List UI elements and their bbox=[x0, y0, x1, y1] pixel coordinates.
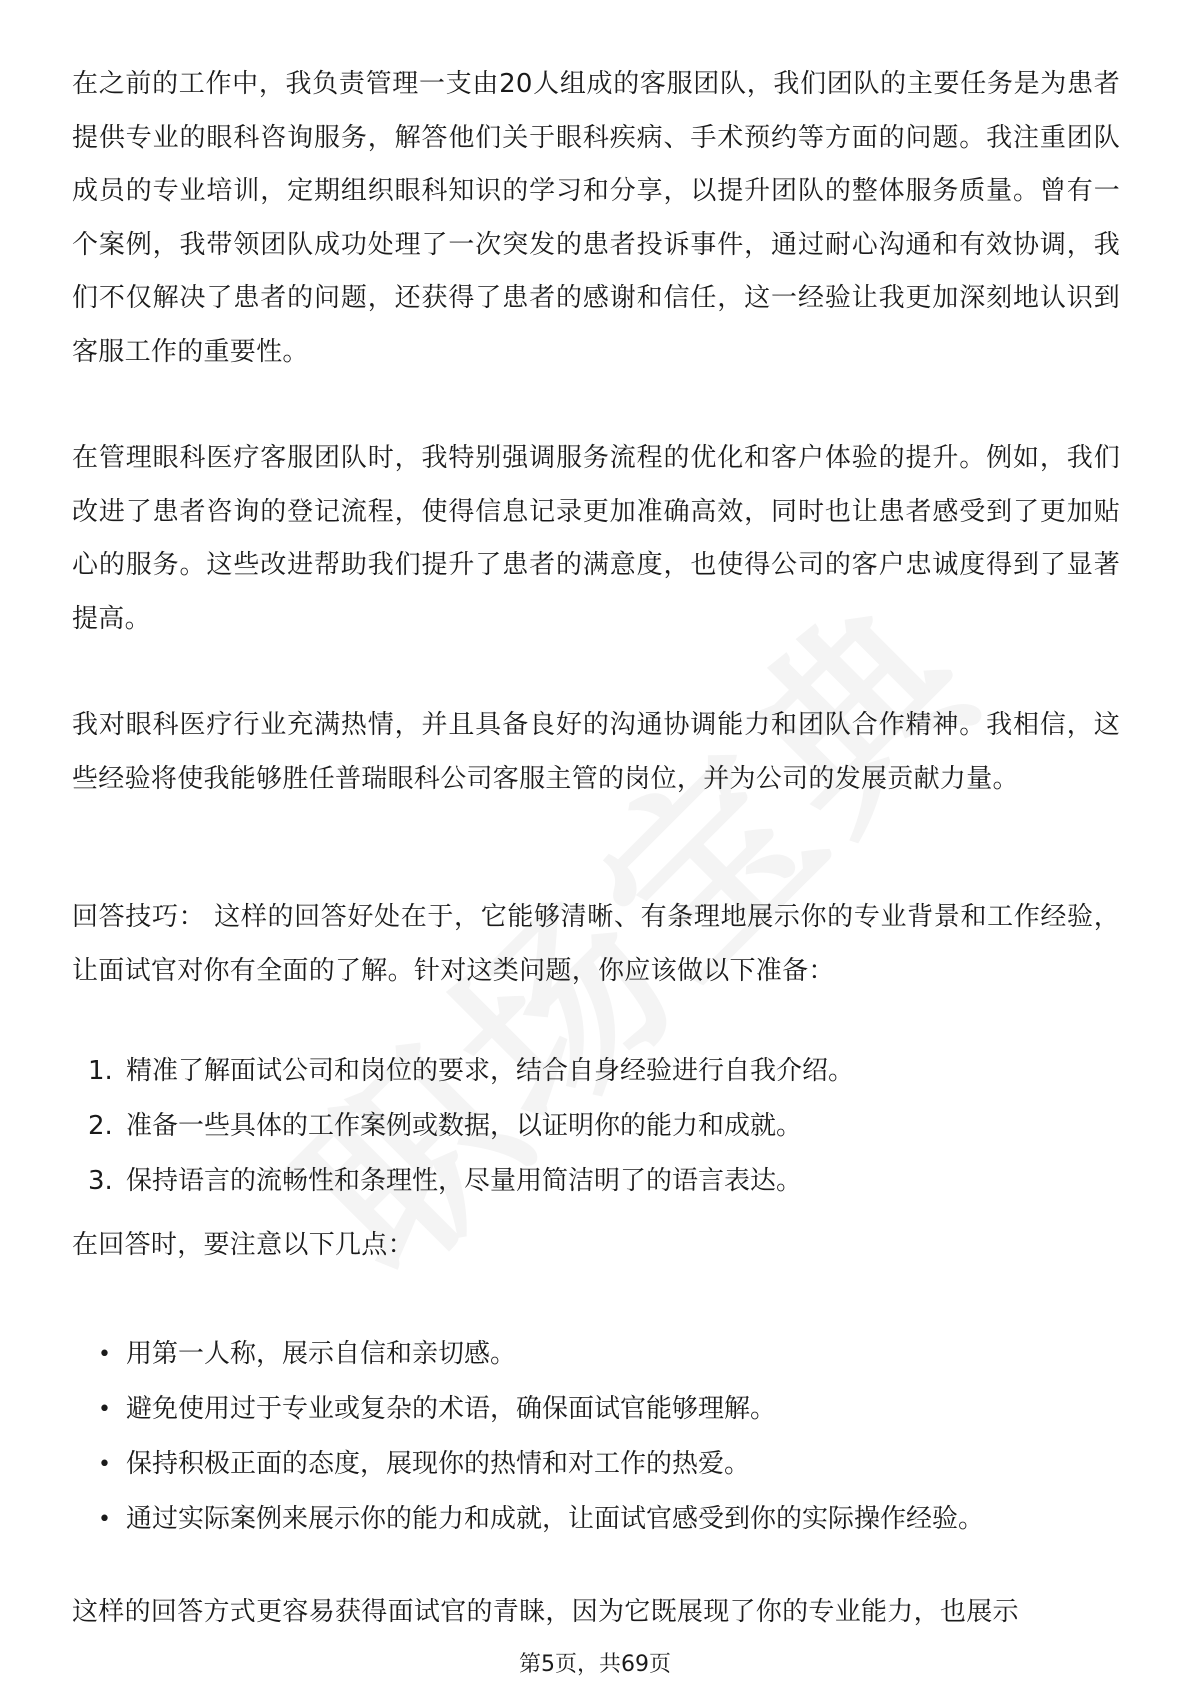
paragraph-experience: 在之前的工作中，我负责管理一支由20人组成的客服团队，我们团队的主要任务是为患者提供专业的眼科咨询服务，解答他们关于眼科疾病、手术预约等方面的问题。我注重团队成员的专业培训，定期组织眼科知识的学习和分享，以提升团队的整体服务质量。曾有一个案例，我带领团队成功处理了一次突发的患者投诉事件，通过耐心沟通和有效协调，我们不仅解决了患者的问题，还获得了患者的感谢和信任，这一经验让我更加深刻地认识到客服工作的重要性。 bbox=[72, 69, 1120, 367]
bullet-icon: • bbox=[98, 1452, 111, 1477]
list-item bbox=[72, 1154, 1120, 1209]
list-number: 2. bbox=[88, 1111, 113, 1141]
list-item-text: 用第一人称，展示自信和亲切感。 bbox=[126, 1339, 517, 1369]
list-number: 3. bbox=[88, 1166, 113, 1196]
list-item-text: 精准了解面试公司和岗位的要求，结合自身经验进行自我介绍。 bbox=[126, 1056, 855, 1086]
list-item-text: 保持语言的流畅性和条理性，尽量用简洁明了的语言表达。 bbox=[126, 1166, 803, 1196]
paragraph-closing: 这样的回答方式更容易获得面试官的青睐，因为它既展现了你的专业能力，也展示 bbox=[72, 1597, 1019, 1627]
list-item-text: 保持积极正面的态度，展现你的热情和对工作的热爱。 bbox=[126, 1449, 751, 1479]
preparation-list bbox=[72, 1044, 1120, 1209]
list-item-text: 准备一些具体的工作案例或数据，以证明你的能力和成就。 bbox=[126, 1111, 803, 1141]
list-item bbox=[72, 1099, 1120, 1154]
page-number: 第5页，共69页 bbox=[519, 1652, 671, 1677]
list-item bbox=[72, 1382, 1120, 1437]
paragraph-attention-points: 在回答时，要注意以下几点： bbox=[72, 1230, 414, 1260]
list-item-text: 避免使用过于专业或复杂的术语，确保面试官能够理解。 bbox=[126, 1394, 777, 1424]
bullet-icon: • bbox=[98, 1342, 111, 1367]
paragraph-answer-tips: 回答技巧： 这样的回答好处在于，它能够清晰、有条理地展示你的专业背景和工作经验，让面试官对你有全面的了解。针对这类问题，你应该做以下准备： bbox=[72, 902, 1120, 986]
bullet-icon: • bbox=[98, 1397, 111, 1422]
list-item bbox=[72, 1437, 1120, 1492]
list-item bbox=[72, 1492, 1120, 1547]
list-item-text: 通过实际案例来展示你的能力和成就，让面试官感受到你的实际操作经验。 bbox=[126, 1504, 985, 1534]
paragraph-passion: 我对眼科医疗行业充满热情，并且具备良好的沟通协调能力和团队合作精神。我相信，这些经验将使我能够胜任普瑞眼科公司客服主管的岗位，并为公司的发展贡献力量。 bbox=[72, 710, 1120, 794]
bullet-icon: • bbox=[98, 1507, 111, 1532]
list-number: 1. bbox=[88, 1056, 113, 1086]
list-item bbox=[72, 1044, 1120, 1099]
list-item bbox=[72, 1327, 1120, 1382]
attention-list bbox=[72, 1327, 1120, 1547]
paragraph-process-optimization: 在管理眼科医疗客服团队时，我特别强调服务流程的优化和客户体验的提升。例如，我们改进了患者咨询的登记流程，使得信息记录更加准确高效，同时也让患者感受到了更加贴心的服务。这些改进帮助我们提升了患者的满意度，也使得公司的客户忠诚度得到了显著提高。 bbox=[72, 443, 1120, 634]
